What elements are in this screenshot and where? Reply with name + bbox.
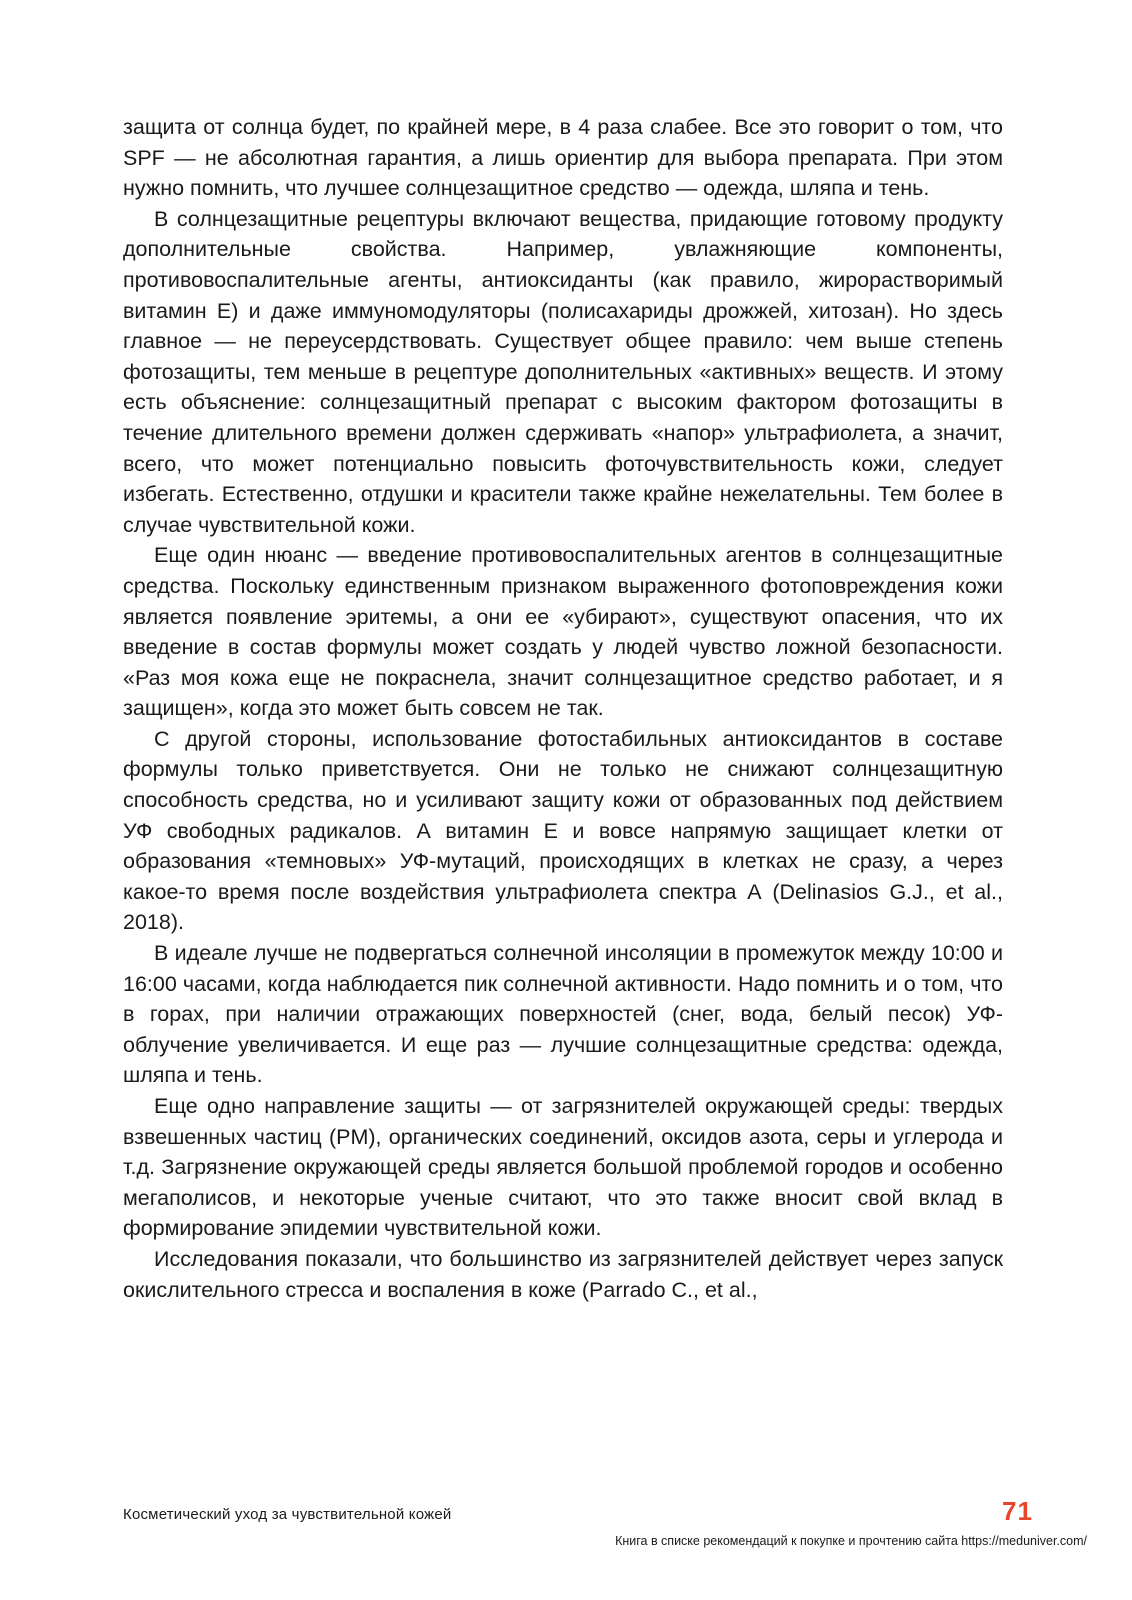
page-body: [123, 112, 1003, 1305]
paragraph-5: В идеале лучше не подвергаться солнечной инсоляции в промежуток между 10:00 и 16:00 часами, когда наблюдается пик солнечной активности. Надо помнить и о том, что в горах, при наличии отражающих поверхностей (снег, вода, белый песок) УФ-облучение увеличивается. И еще раз — лучшие солнцезащитные средства: одежда, шляпа и тень.: [123, 941, 1003, 1088]
paragraph-3: Еще один нюанс — введение противовоспалительных агентов в солнцезащитные средства. Поскольку единственным признаком выраженного фотоповреждения кожи является появление эритемы, а они ее «убирают», существуют опасения, что их введение в состав формулы может создать у людей чувство ложной безопасности. «Раз моя кожа еще не покраснела, значит солнцезащитное средство работает, и я защищен», когда это может быть совсем не так.: [123, 543, 1003, 721]
paragraph-7: Исследования показали, что большинство из загрязнителей действует через запуск окислительного стресса и воспаления в коже (Parrado C., et al.,: [123, 1246, 1003, 1302]
footer-book-title: Косметический уход за чувствительной кожей: [123, 1506, 452, 1523]
paragraph-2: В солнцезащитные рецептуры включают вещества, придающие готовому продукту дополнительные свойства. Например, увлажняющие компоненты, противовоспалительные агенты, антиоксиданты (как правило, жирорастворимый витамин Е) и даже иммуномодуляторы (полисахариды дрожжей, хитозан). Но здесь главное — не переусердствовать. Существует общее правило: чем выше степень фотозащиты, тем меньше в рецептуре дополнительных «активных» веществ. И этому есть объяснение: солнцезащитный препарат с высоким фактором фотозащиты в течение длительного времени должен сдерживать «напор» ультрафиолета, а значит, всего, что может потенциально повысить фоточувствительность кожи, следует избегать. Естественно, отдушки и красители также крайне нежелательны. Тем более в случае чувствительной кожи.: [123, 206, 1003, 537]
page-number: 71: [1002, 1496, 1033, 1526]
paragraph-1: защита от солнца будет, по крайней мере, в 4 раза слабее. Все это говорит о том, что SPF — не абсолютная гарантия, а лишь ориентир для выбора препарата. При этом нужно помнить, что лучшее солнцезащитное средство — одежда, шляпа и тень.: [123, 115, 1003, 201]
site-recommendation-note: Книга в списке рекомендаций к покупке и прочтению сайта https://meduniver.com/: [615, 1534, 1087, 1548]
paragraph-4: С другой стороны, использование фотостабильных антиоксидантов в составе формулы только приветствуется. Они не только не снижают солнцезащитную способность средства, но и усиливают защиту кожи от образованных под действием УФ свободных радикалов. А витамин Е и вовсе напрямую защищает клетки от образования «темновых» УФ-мутаций, происходящих в клетках не сразу, а через какое-то время после воздействия ультрафиолета спектра А (Delinasios G.J., et al., 2018).: [123, 726, 1003, 935]
paragraph-6: Еще одно направление защиты — от загрязнителей окружающей среды: твердых взвешенных частиц (PM), органических соединений, оксидов азота, серы и углерода и т.д. Загрязнение окружающей среды является большой проблемой городов и особенно мегаполисов, и некоторые ученые считают, что это также вносит свой вклад в формирование эпидемии чувствительной кожи.: [123, 1094, 1003, 1241]
